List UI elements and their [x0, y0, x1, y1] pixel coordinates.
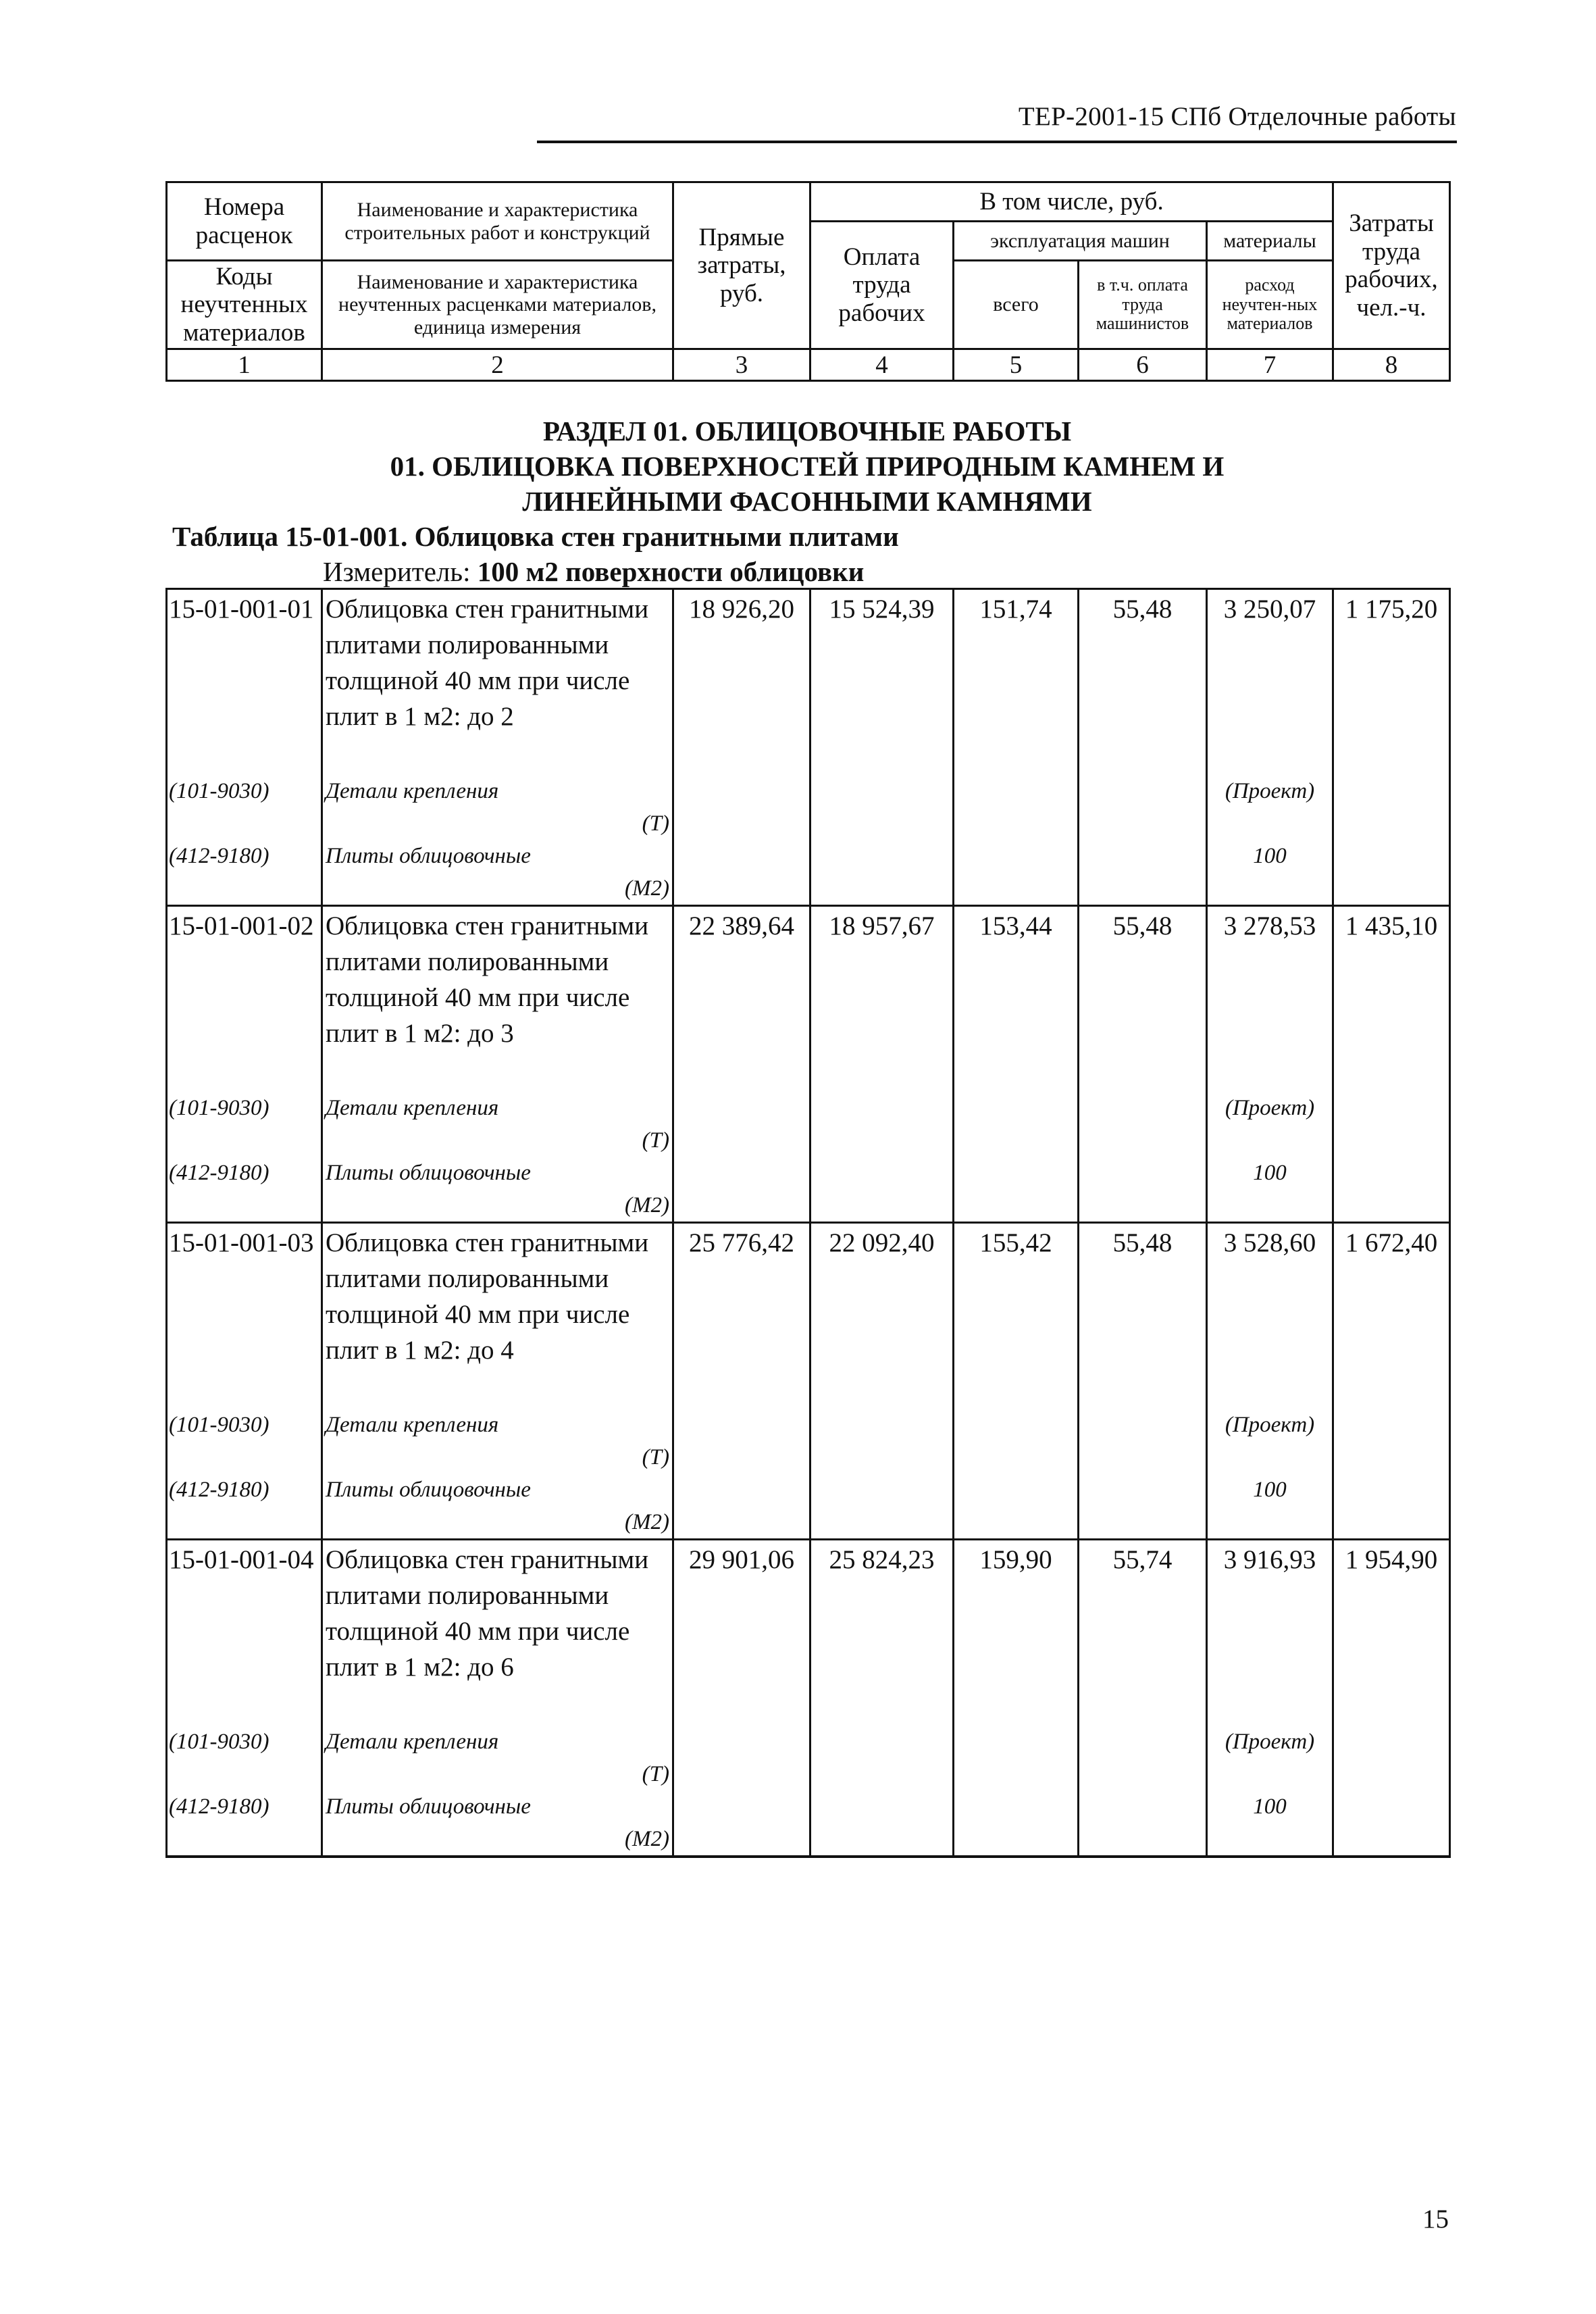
labor-pay: 15 524,39	[810, 589, 954, 906]
labor-hours: 1 175,20	[1333, 589, 1450, 906]
material-name: Детали крепления	[326, 779, 499, 803]
table-title: Таблица 15-01-001. Облицовка стен гранитными плитами	[172, 521, 899, 552]
machine-operator-pay: 55,48	[1079, 906, 1207, 1223]
material-name: Детали крепления	[326, 1096, 499, 1120]
material-code: (101-9030)	[169, 1413, 269, 1437]
machine-total: 151,74	[954, 589, 1079, 906]
direct-cost: 29 901,06	[673, 1540, 810, 1857]
material-name: Плиты облицовочные	[326, 1794, 531, 1819]
rate-name-line: плитами полированными	[326, 630, 609, 659]
rate-code: 15-01-001-04	[169, 1545, 314, 1574]
material-code: (412-9180)	[169, 844, 269, 868]
rate-name-cell	[322, 906, 673, 1223]
header-num: 2	[322, 349, 673, 381]
material-code: (412-9180)	[169, 1478, 269, 1502]
material-name: Плиты облицовочные	[326, 1161, 531, 1185]
measure-value: 100 м2 поверхности облицовки	[477, 556, 865, 587]
material-code: (412-9180)	[169, 1794, 269, 1819]
rate-name-line: толщиной 40 мм при числе	[326, 983, 630, 1012]
rate-row	[167, 589, 1450, 906]
header-num: 8	[1333, 349, 1450, 381]
material-name: Детали крепления	[326, 1413, 499, 1437]
material-qty: 100	[1253, 1478, 1287, 1502]
header-materials: материалы	[1207, 222, 1333, 261]
header-num: 6	[1079, 349, 1207, 381]
measure-label: Измеритель:	[323, 556, 471, 587]
materials-cost: 3 528,60	[1223, 1228, 1316, 1257]
header-col8: Затраты труда рабочих, чел.-ч.	[1333, 182, 1450, 349]
rate-name-line: толщиной 40 мм при числе	[326, 1300, 630, 1329]
material-unit: (М2)	[625, 1827, 669, 1851]
header-num: 3	[673, 349, 810, 381]
rate-code-cell	[167, 1540, 322, 1857]
subsection-title: 01. ОБЛИЦОВКА ПОВЕРХНОСТЕЙ ПРИРОДНЫМ КАМНЕМ И	[390, 451, 1225, 482]
header-num: 1	[167, 349, 322, 381]
material-unit: (Т)	[642, 1445, 669, 1469]
measure-line	[323, 555, 864, 588]
rate-row	[167, 1540, 1450, 1857]
material-qty: 100	[1253, 844, 1287, 868]
material-unit: (Т)	[642, 1762, 669, 1786]
material-qty: (Проект)	[1225, 1730, 1315, 1754]
rates-table	[165, 588, 1451, 1858]
header-col6: в т.ч. оплата труда машинистов	[1079, 261, 1207, 349]
header-num: 4	[810, 349, 954, 381]
material-code: (412-9180)	[169, 1161, 269, 1185]
machine-total: 155,42	[954, 1223, 1079, 1540]
rate-row	[167, 1223, 1450, 1540]
rate-name-line: плит в 1 м2: до 4	[326, 1336, 514, 1365]
material-unit: (М2)	[625, 876, 669, 901]
rate-code: 15-01-001-01	[169, 595, 314, 624]
materials-cost: 3 250,07	[1223, 595, 1316, 624]
material-code: (101-9030)	[169, 1096, 269, 1120]
rate-name-line: толщиной 40 мм при числе	[326, 1617, 630, 1646]
labor-hours: 1 435,10	[1333, 906, 1450, 1223]
labor-hours: 1 672,40	[1333, 1223, 1450, 1540]
rate-name-line: плитами полированными	[326, 1581, 609, 1610]
rate-name-line: Облицовка стен гранитными	[326, 1228, 649, 1257]
material-unit: (М2)	[625, 1193, 669, 1217]
machine-operator-pay: 55,48	[1079, 589, 1207, 906]
labor-hours: 1 954,90	[1333, 1540, 1450, 1857]
subsection-title-cont: ЛИНЕЙНЫМИ ФАСОННЫМИ КАМНЯМИ	[522, 486, 1092, 517]
rate-code-cell	[167, 1223, 322, 1540]
material-qty: 100	[1253, 1161, 1287, 1185]
header-col2-top: Наименование и характеристика строительных работ и конструкций	[322, 182, 673, 261]
header-machines: эксплуатация машин	[954, 222, 1207, 261]
rate-name-line: Облицовка стен гранитными	[326, 1545, 649, 1574]
rate-code-cell	[167, 906, 322, 1223]
rate-name-cell	[322, 589, 673, 906]
materials-cell	[1207, 1540, 1333, 1857]
direct-cost: 18 926,20	[673, 589, 810, 906]
materials-cost: 3 278,53	[1223, 911, 1316, 940]
material-unit: (М2)	[625, 1510, 669, 1534]
rate-name-line: Облицовка стен гранитными	[326, 595, 649, 624]
labor-pay: 25 824,23	[810, 1540, 954, 1857]
rate-code: 15-01-001-02	[169, 911, 314, 940]
material-name: Детали крепления	[326, 1730, 499, 1754]
page-number: 15	[1422, 2205, 1449, 2234]
header-num: 5	[954, 349, 1079, 381]
materials-cost: 3 916,93	[1223, 1545, 1316, 1574]
machine-total: 159,90	[954, 1540, 1079, 1857]
table-header	[165, 181, 1451, 382]
header-group: В том числе, руб.	[810, 182, 1333, 222]
header-rule	[537, 141, 1457, 143]
section-title: РАЗДЕЛ 01. ОБЛИЦОВОЧНЫЕ РАБОТЫ	[542, 416, 1072, 447]
rate-name-cell	[322, 1223, 673, 1540]
material-unit: (Т)	[642, 811, 669, 836]
material-code: (101-9030)	[169, 1730, 269, 1754]
material-qty: (Проект)	[1225, 1413, 1315, 1437]
material-qty: 100	[1253, 1794, 1287, 1819]
rate-name-cell	[322, 1540, 673, 1857]
direct-cost: 25 776,42	[673, 1223, 810, 1540]
rate-name-line: плит в 1 м2: до 2	[326, 702, 514, 731]
rate-name-line: плит в 1 м2: до 3	[326, 1019, 514, 1048]
header-col3: Прямые затраты, руб.	[673, 182, 810, 349]
materials-cell	[1207, 589, 1333, 906]
materials-cell	[1207, 1223, 1333, 1540]
materials-cell	[1207, 906, 1333, 1223]
header-col7: расход неучтен-ных материалов	[1207, 261, 1333, 349]
labor-pay: 22 092,40	[810, 1223, 954, 1540]
material-qty: (Проект)	[1225, 1096, 1315, 1120]
material-name: Плиты облицовочные	[326, 844, 531, 868]
machine-total: 153,44	[954, 906, 1079, 1223]
header-col5: всего	[954, 261, 1079, 349]
material-qty: (Проект)	[1225, 779, 1315, 803]
header-col4: Оплата труда рабочих	[810, 222, 954, 349]
direct-cost: 22 389,64	[673, 906, 810, 1223]
section-heading	[165, 413, 1449, 519]
rate-code: 15-01-001-03	[169, 1228, 314, 1257]
material-code: (101-9030)	[169, 779, 269, 803]
rate-name-line: толщиной 40 мм при числе	[326, 666, 630, 695]
rate-name-line: плит в 1 м2: до 6	[326, 1653, 514, 1682]
machine-operator-pay: 55,48	[1079, 1223, 1207, 1540]
rate-name-line: плитами полированными	[326, 947, 609, 976]
header-num: 7	[1207, 349, 1333, 381]
labor-pay: 18 957,67	[810, 906, 954, 1223]
material-name: Плиты облицовочные	[326, 1478, 531, 1502]
header-col2-bottom: Наименование и характеристика неучтенных расценками материалов, единица измерения	[322, 261, 673, 349]
header-col1-bottom: Коды неучтенных материалов	[167, 261, 322, 349]
header-col1-top: Номера расценок	[167, 182, 322, 261]
machine-operator-pay: 55,74	[1079, 1540, 1207, 1857]
rate-row	[167, 906, 1450, 1223]
rate-code-cell	[167, 589, 322, 906]
rate-name-line: Облицовка стен гранитными	[326, 911, 649, 940]
running-header: ТЕР-2001-15 СПб Отделочные работы	[1018, 102, 1456, 131]
rate-name-line: плитами полированными	[326, 1264, 609, 1293]
material-unit: (Т)	[642, 1128, 669, 1153]
